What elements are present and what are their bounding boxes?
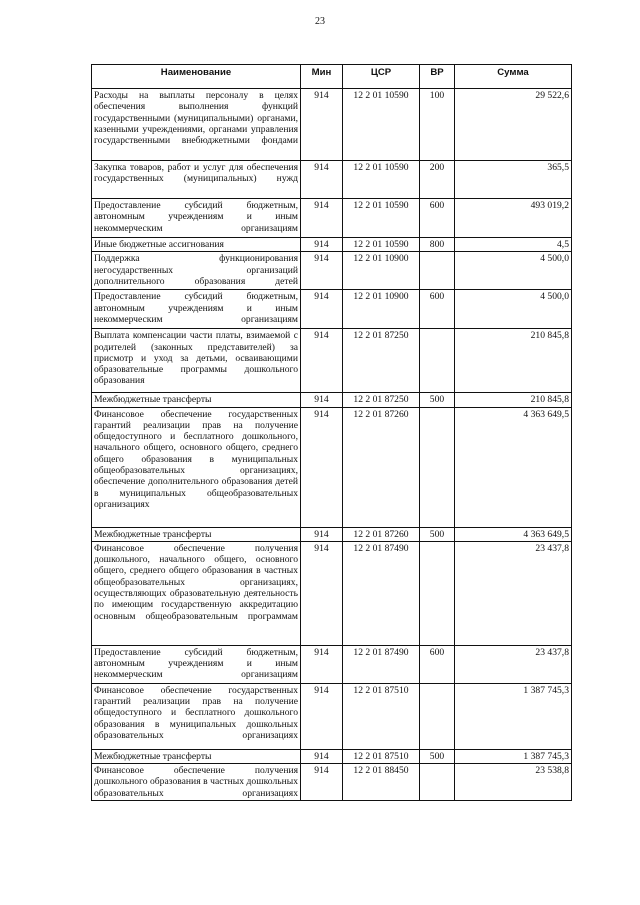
page-number: 23 [315, 16, 325, 27]
row-vr-cell: 600 [420, 290, 455, 329]
row-name-cell: Межбюджетные трансферты [92, 393, 301, 407]
table-row [92, 161, 572, 199]
row-name-cell: Иные бюджетные ассигнования [92, 238, 301, 252]
header-sum: Сумма [455, 65, 572, 89]
row-sum-cell: 4 500,0 [455, 290, 572, 329]
row-vr-cell [420, 683, 455, 749]
header-name: Наименование [92, 65, 301, 89]
table-row [92, 527, 572, 541]
row-min-cell: 914 [301, 252, 343, 290]
row-sum-cell: 23 437,8 [455, 541, 572, 645]
row-min-cell: 914 [301, 749, 343, 763]
row-vr-cell: 600 [420, 199, 455, 238]
row-csr-cell: 12 2 01 10900 [343, 290, 420, 329]
row-sum-cell: 1 387 745,3 [455, 683, 572, 749]
row-sum-cell: 1 387 745,3 [455, 749, 572, 763]
row-name-cell: Предоставление субсидий бюджетным, автономным учреждениям и иным некоммерческим организациям [92, 290, 301, 329]
row-sum-cell: 210 845,8 [455, 329, 572, 393]
budget-table [91, 64, 572, 801]
table-row [92, 238, 572, 252]
row-min-cell: 914 [301, 764, 343, 801]
row-name-cell: Межбюджетные трансферты [92, 527, 301, 541]
row-min-cell: 914 [301, 683, 343, 749]
table-row [92, 89, 572, 161]
row-csr-cell: 12 2 01 87490 [343, 645, 420, 683]
row-min-cell: 914 [301, 290, 343, 329]
table-body [92, 89, 572, 801]
table-row [92, 290, 572, 329]
row-vr-cell: 600 [420, 645, 455, 683]
table-row [92, 764, 572, 801]
table-row [92, 199, 572, 238]
header-vr: ВР [420, 65, 455, 89]
row-csr-cell: 12 2 01 87510 [343, 749, 420, 763]
row-csr-cell: 12 2 01 87250 [343, 329, 420, 393]
row-csr-cell: 12 2 01 87260 [343, 527, 420, 541]
row-name-cell: Финансовое обеспечение государственных гарантий реализации прав на получение общедоступного и бесплатного дошкольного, начального общего, основного общего, среднего общего образования в муниципальных общеобразовательных организациях, обеспечение дополнительного образования детей в муниципальных общеобразовательных организациях [92, 407, 301, 527]
row-name-cell: Межбюджетные трансферты [92, 749, 301, 763]
row-vr-cell: 100 [420, 89, 455, 161]
row-min-cell: 914 [301, 161, 343, 199]
row-name-cell: Поддержка функционирования негосударственных организаций дополнительного образования детей [92, 252, 301, 290]
row-vr-cell [420, 407, 455, 527]
row-vr-cell [420, 764, 455, 801]
row-sum-cell: 493 019,2 [455, 199, 572, 238]
table-row [92, 329, 572, 393]
row-sum-cell: 4 363 649,5 [455, 407, 572, 527]
row-csr-cell: 12 2 01 88450 [343, 764, 420, 801]
row-min-cell: 914 [301, 89, 343, 161]
row-vr-cell: 200 [420, 161, 455, 199]
table-row [92, 393, 572, 407]
row-csr-cell: 12 2 01 87260 [343, 407, 420, 527]
row-vr-cell [420, 541, 455, 645]
row-name-cell: Финансовое обеспечение получения дошкольного, начального общего, основного общего, среднего общего образования в частных общеобразовательных организациях, осуществляющих образовательную деятельность по имеющим государственную аккредитацию основным общеобразовательным программам [92, 541, 301, 645]
row-csr-cell: 12 2 01 10590 [343, 161, 420, 199]
row-vr-cell [420, 252, 455, 290]
row-min-cell: 914 [301, 238, 343, 252]
row-min-cell: 914 [301, 407, 343, 527]
row-vr-cell: 500 [420, 393, 455, 407]
row-csr-cell: 12 2 01 87510 [343, 683, 420, 749]
row-vr-cell: 500 [420, 749, 455, 763]
table-header-row [92, 65, 572, 89]
row-sum-cell: 29 522,6 [455, 89, 572, 161]
row-name-cell: Финансовое обеспечение государственных гарантий реализации прав на получение общедоступного и бесплатного дошкольного образования в муниципальных дошкольных образовательных организациях [92, 683, 301, 749]
row-csr-cell: 12 2 01 87490 [343, 541, 420, 645]
row-sum-cell: 4 363 649,5 [455, 527, 572, 541]
row-min-cell: 914 [301, 393, 343, 407]
row-csr-cell: 12 2 01 10590 [343, 238, 420, 252]
table-row [92, 749, 572, 763]
header-csr: ЦСР [343, 65, 420, 89]
row-name-cell: Закупка товаров, работ и услуг для обеспечения государственных (муниципальных) нужд [92, 161, 301, 199]
row-csr-cell: 12 2 01 10590 [343, 199, 420, 238]
row-min-cell: 914 [301, 541, 343, 645]
row-sum-cell: 210 845,8 [455, 393, 572, 407]
row-min-cell: 914 [301, 199, 343, 238]
header-min: Мин [301, 65, 343, 89]
row-sum-cell: 23 437,8 [455, 645, 572, 683]
row-csr-cell: 12 2 01 87250 [343, 393, 420, 407]
row-name-cell: Предоставление субсидий бюджетным, автономным учреждениям и иным некоммерческим организациям [92, 645, 301, 683]
row-vr-cell: 500 [420, 527, 455, 541]
row-sum-cell: 23 538,8 [455, 764, 572, 801]
row-min-cell: 914 [301, 645, 343, 683]
row-name-cell: Выплата компенсации части платы, взимаемой с родителей (законных представителей) за присмотр и уход за детьми, осваивающими образовательные программы дошкольного образования [92, 329, 301, 393]
row-name-cell: Расходы на выплаты персоналу в целях обеспечения выполнения функций государственными (муниципальными) органами, казенными учреждениями, органами управления государственными внебюджетными фондами [92, 89, 301, 161]
table-row [92, 683, 572, 749]
row-sum-cell: 4,5 [455, 238, 572, 252]
row-name-cell: Предоставление субсидий бюджетным, автономным учреждениям и иным некоммерческим организациям [92, 199, 301, 238]
row-sum-cell: 365,5 [455, 161, 572, 199]
row-min-cell: 914 [301, 329, 343, 393]
table-row [92, 252, 572, 290]
row-vr-cell [420, 329, 455, 393]
table-row [92, 541, 572, 645]
row-csr-cell: 12 2 01 10900 [343, 252, 420, 290]
table-row [92, 645, 572, 683]
row-sum-cell: 4 500,0 [455, 252, 572, 290]
row-min-cell: 914 [301, 527, 343, 541]
table-row [92, 407, 572, 527]
row-name-cell: Финансовое обеспечение получения дошкольного образования в частных дошкольных образовательных организациях [92, 764, 301, 801]
row-csr-cell: 12 2 01 10590 [343, 89, 420, 161]
row-vr-cell: 800 [420, 238, 455, 252]
